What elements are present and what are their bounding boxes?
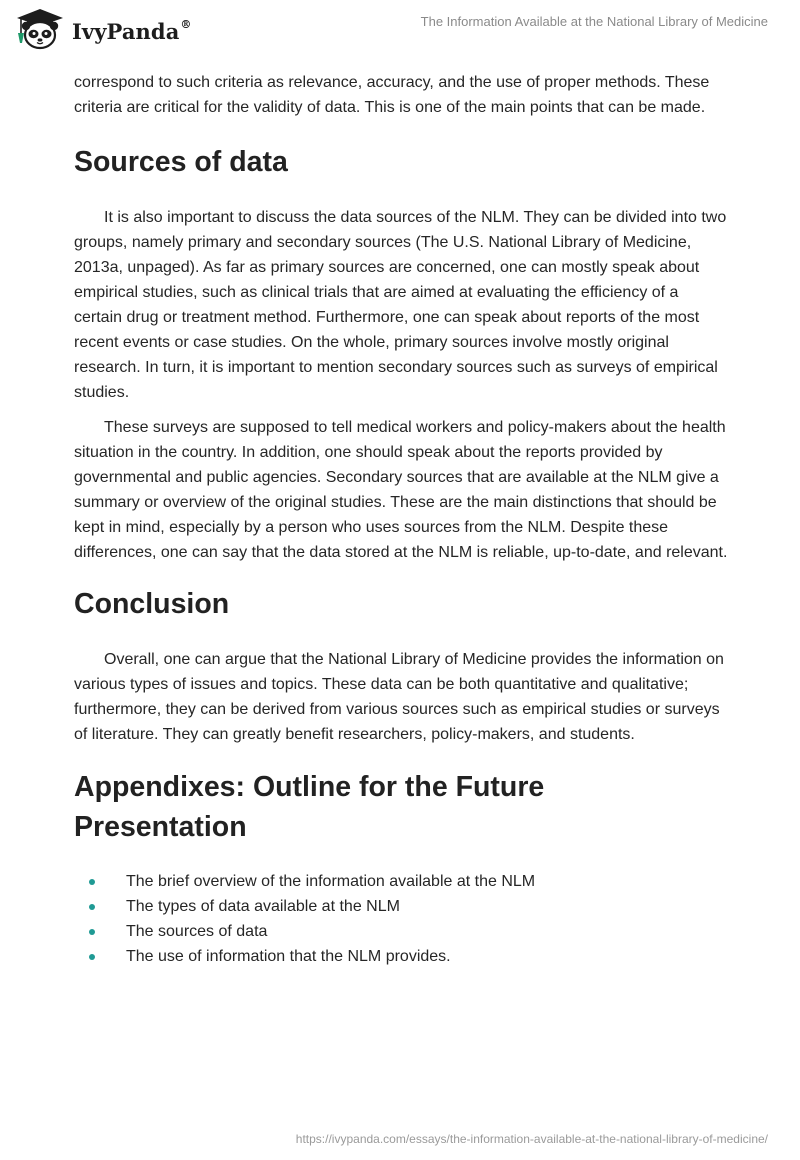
sources-heading: Sources of data: [74, 146, 288, 178]
sources-paragraph-2: These surveys are supposed to tell medical workers and policy-makers about the health situation in the country. In addition, one should speak about the reports provided by governmental and public agencies. Secondary sources that are available at the NLM give a summary or overview of the original studies. These are the main distinctions that should be kept in mind, especially by a person who uses sources from the NLM. Despite these differences, one can say that the data stored at the NLM is reliable, up-to-date, and relevant.: [74, 419, 728, 561]
conclusion-paragraph: Overall, one can argue that the National Library of Medicine provides the information on various types of issues and topics. These data can be both quantitative and qualitative; furthermore, they can be derived from various sources such as empirical studies or surveys of literature. They can greatly benefit researchers, policy-makers, and students.: [74, 651, 724, 743]
bullet-icon: [89, 904, 95, 910]
ivypanda-logo[interactable]: [14, 7, 192, 51]
panda-graduate-icon: [14, 7, 66, 51]
outline-list: [74, 869, 730, 969]
list-item: [74, 894, 730, 919]
bullet-icon: [89, 929, 95, 935]
list-item-text: The sources of data: [126, 923, 268, 940]
list-item: [74, 944, 730, 969]
appendix-heading-line-1: Appendixes: Outline for the Future: [74, 771, 545, 803]
source-url-link[interactable]: https://ivypanda.com/essays/the-information-available-at-the-national-library-of-medicine/: [295, 1132, 768, 1146]
intro-paragraph: correspond to such criteria as relevance, accuracy, and the use of proper methods. These criteria are critical for the validity of data. This is one of the main points that can be made.: [74, 74, 710, 116]
conclusion-heading: Conclusion: [74, 588, 230, 620]
list-item-text: The types of data available at the NLM: [126, 898, 400, 915]
bullet-icon: [89, 954, 95, 960]
sources-paragraph-1: It is also important to discuss the data sources of the NLM. They can be divided into two groups, namely primary and secondary sources (The U.S. National Library of Medicine, 2013a, unpaged). As far as primary sources are concerned, one can mostly speak about empirical studies, such as clinical trials that are aimed at evaluating the efficiency of a certain drug or treatment method. Furthermore, one can speak about reports of the most recent events or case studies. On the whole, primary sources involve mostly original research. In turn, it is important to mention secondary sources such as surveys of empirical studies.: [74, 209, 727, 401]
logo-wordmark: IvyPanda®: [72, 17, 192, 44]
bullet-icon: [89, 879, 95, 885]
appendix-heading: [74, 767, 730, 847]
list-item: [74, 919, 730, 944]
page-header: [0, 0, 800, 62]
list-item-text: The brief overview of the information available at the NLM: [126, 873, 536, 890]
list-item-text: The use of information that the NLM provides.: [126, 948, 451, 965]
list-item: [74, 869, 730, 894]
essay-content: [74, 70, 730, 969]
document-title: The Information Available at the National Library of Medicine: [420, 14, 768, 29]
appendix-heading-line-2: Presentation: [74, 811, 247, 843]
